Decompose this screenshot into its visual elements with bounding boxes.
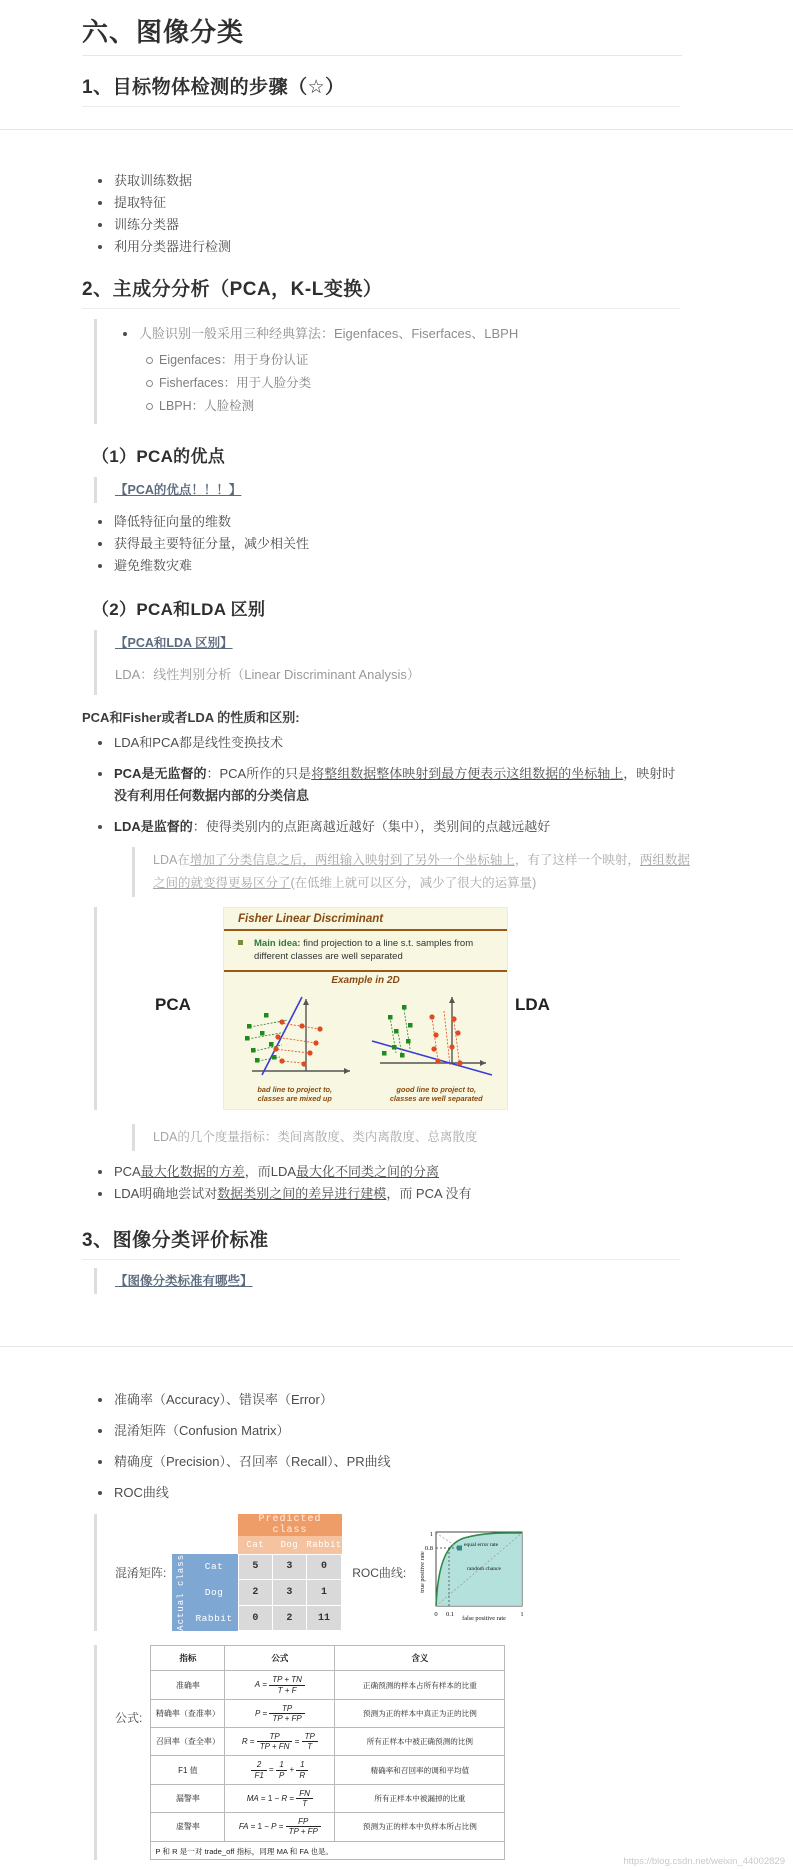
tail-u: 最大化数据的方差 — [140, 1164, 245, 1179]
roc-curve-chart — [412, 1524, 530, 1622]
corner-cell — [172, 1536, 190, 1554]
roc-curve-svg — [412, 1524, 530, 1622]
figure-title: Fisher Linear Discriminant — [224, 908, 507, 931]
page-title: 六、图像分类 — [82, 12, 682, 56]
list-item: Fisherfaces：用于人脸分类 — [159, 372, 694, 395]
caption-bad-line2: classes are mixed up — [257, 1094, 332, 1103]
pca-fisher-lda-lead: PCA和Fisher或者LDA 的性质和区别: — [82, 710, 300, 725]
list-item: 提取特征 — [112, 192, 793, 214]
column-header-rabbit: Rabbit — [306, 1536, 341, 1554]
confusion-matrix-table — [172, 1514, 342, 1631]
metrics-formula-table — [150, 1645, 505, 1841]
list-item — [112, 732, 793, 754]
scatter-plot-bad-icon — [224, 987, 366, 1079]
metric-meaning: 所有正样本中被漏掉的比重 — [335, 1784, 505, 1812]
cell-dog-rabbit: 1 — [306, 1580, 341, 1606]
caption-good-line2: classes are well separated — [389, 1094, 483, 1103]
figure-example-label: Example in 2D — [331, 975, 400, 986]
quote-part-l2b: (在低维上就可以区分，减少了很大的运算量) — [290, 876, 537, 890]
heading-pca-lda-diff: （2）PCA和LDA 区别 — [92, 600, 266, 619]
plot-bad-projection — [224, 987, 366, 1109]
column-header-dog: Dog — [272, 1536, 306, 1554]
tail-b: ，而 PCA 没有 — [386, 1186, 472, 1201]
list-item — [112, 763, 793, 807]
list-pca-lda-tail — [0, 1161, 793, 1205]
cell-cat-cat: 5 — [238, 1554, 272, 1580]
metric-meaning: 预测为正的样本中负样本所占比例 — [335, 1813, 505, 1841]
list-detection-steps — [0, 170, 793, 258]
metric-formula: P = $\frac{TP}{TP + FP}$ — [225, 1699, 335, 1727]
list-item: 获得最主要特征分量，减少相关性 — [112, 533, 793, 555]
table-row — [172, 1580, 341, 1606]
metric-formula: $\frac{2}{F1}$ = $\frac{1}{P}$ + $\frac{1}{R}$ — [225, 1756, 335, 1784]
list-face-algorithms — [115, 349, 694, 418]
actual-class-header: Actual class — [172, 1554, 190, 1631]
quote-part: LDA在 — [153, 853, 190, 867]
list-item — [112, 1183, 793, 1205]
tail-a: PCA — [114, 1164, 141, 1179]
caption-good-line1: good line to project to, — [396, 1085, 477, 1094]
metric-name: 准确率 — [151, 1671, 225, 1699]
cell-rabbit-rabbit: 11 — [306, 1605, 341, 1631]
list-item-text: ：PCA所作的只是 — [206, 766, 312, 781]
callout-classification-criteria — [94, 1268, 694, 1294]
scatter-plot-good-icon — [366, 987, 508, 1079]
caption-good — [366, 1084, 508, 1109]
caption-bad-line1: bad line to project to, — [257, 1085, 333, 1094]
corner-cell — [190, 1536, 238, 1554]
list-item: ROC曲线 — [112, 1482, 793, 1504]
metric-meaning: 精确率和召回率的调和平均值 — [335, 1756, 505, 1784]
heading-section-3: 3、图像分类评价标准 — [82, 1225, 680, 1260]
header-index: 指标 — [151, 1646, 225, 1671]
list-item: 获取训练数据 — [112, 170, 793, 192]
predicted-class-header: Predicted class — [238, 1514, 341, 1536]
metric-name: 召回率（查全率） — [151, 1728, 225, 1756]
fisher-linear-discriminant-figure — [223, 907, 508, 1110]
list-item — [112, 1161, 793, 1183]
list-item — [112, 816, 793, 838]
pca-algorithms-quote — [94, 319, 694, 424]
formula-table-note: P 和 R 是一对 trade_off 指标，同理 MA 和 FA 也是。 — [150, 1842, 505, 1860]
confusion-and-roc-row — [94, 1514, 714, 1631]
list-item-strong: PCA是无监督的 — [114, 766, 207, 781]
callout-pca-lda-diff — [94, 630, 694, 695]
roc-xtick-0: 0 — [434, 1610, 438, 1618]
table-row — [151, 1699, 505, 1727]
tail-b: ，而LDA — [244, 1164, 297, 1179]
metric-meaning: 正确预测的样本占所有样本的比重 — [335, 1671, 505, 1699]
main-idea-text: find projection to a line s.t. samples from different classes are well separated — [254, 938, 474, 962]
metric-formula: A = $\frac{TP + TN}{T + F}$ — [225, 1671, 335, 1699]
formula-label: 公式: — [115, 1711, 143, 1726]
figure-container — [94, 907, 694, 1110]
heading-section-1: 1、目标物体检测的步骤（☆） — [82, 72, 680, 107]
tail-u: 数据类别之间的差异进行建模 — [217, 1186, 387, 1201]
list-evaluation-criteria — [0, 1389, 793, 1504]
main-idea-label: Main idea: — [254, 938, 301, 949]
confusion-matrix-label: 混淆矩阵: — [115, 1566, 167, 1581]
roc-annotation-random: random chance — [467, 1565, 502, 1572]
table-row — [151, 1813, 505, 1841]
callout-text: 【图像分类标准有哪些】 — [115, 1274, 253, 1288]
roc-annotation-eer: equal error rate — [464, 1541, 499, 1548]
table-row — [172, 1605, 341, 1631]
metric-name: 精确率（查准率） — [151, 1699, 225, 1727]
list-item: 训练分类器 — [112, 214, 793, 236]
tail-a: LDA明确地尝试对 — [114, 1186, 218, 1201]
list-item: 利用分类器进行检测 — [112, 236, 793, 258]
metric-name: F1 值 — [151, 1756, 225, 1784]
metric-name: 漏警率 — [151, 1784, 225, 1812]
quote-part-u2: 映射到了另外一个坐标轴上 — [364, 853, 515, 867]
table-row — [172, 1536, 341, 1554]
lda-definition: LDA：线性判别分析（Linear Discriminant Analysis） — [115, 667, 420, 682]
list-item: Eigenfaces：用于身份认证 — [159, 349, 694, 372]
header-formula: 公式 — [225, 1646, 335, 1671]
row-header-rabbit: Rabbit — [190, 1605, 238, 1631]
callout-text: 【PCA和LDA 区别】 — [115, 636, 233, 650]
caption-bad — [224, 1084, 366, 1109]
metric-formula: MA = 1 − R = $\frac{FN}{T}$ — [225, 1784, 335, 1812]
list-item: 混淆矩阵（Confusion Matrix） — [112, 1420, 793, 1442]
list-item-label: LDA和PCA都是线性变换技术 — [114, 735, 284, 750]
quote-part-b: ，有了这样一个映射， — [514, 853, 640, 867]
list-pca-advantages — [0, 511, 793, 577]
metric-formula: R = $\frac{TP}{TP + FN}$ = $\frac{TP}{T}$ — [225, 1728, 335, 1756]
table-row — [172, 1514, 341, 1536]
table-row — [151, 1671, 505, 1699]
quote-lda-metrics — [132, 1124, 692, 1151]
bullet-square-icon — [238, 940, 243, 945]
cell-rabbit-cat: 0 — [238, 1605, 272, 1631]
heading-section-2: 2、主成分分析（PCA，K-L变换） — [82, 274, 680, 309]
list-item: 避免维数灾难 — [112, 555, 793, 577]
callout-pca-advantages — [94, 477, 694, 503]
list-item: 降低特征向量的维数 — [112, 511, 793, 533]
roc-xtick-1: 1 — [520, 1610, 524, 1618]
corner-cell — [172, 1514, 190, 1536]
list-item-underline: 将整组数据整体映射到最方便表示这组数据的坐标轴上 — [311, 766, 624, 781]
row-header-dog: Dog — [190, 1580, 238, 1606]
table-row — [151, 1784, 505, 1812]
metric-name: 虚警率 — [151, 1813, 225, 1841]
list-item: 精确度（Precision）、召回率（Recall）、PR曲线 — [112, 1451, 793, 1473]
roc-ylabel: true positive rate — [419, 1550, 427, 1593]
quote-part-l2u: 两组数据之间的就变得更易区分了 — [153, 853, 690, 890]
list-item: LBPH：人脸检测 — [159, 395, 694, 418]
list-item: 人脸识别一般采用三种经典算法：Eigenfaces、Fiserfaces、LBPH — [137, 323, 694, 345]
watermark: https://blog.csdn.net/weixin_44002829 — [623, 1855, 785, 1867]
list-pca-lda-properties — [0, 732, 793, 838]
metric-meaning: 所有正样本中被正确预测的比例 — [335, 1728, 505, 1756]
figure-label-lda: LDA — [515, 995, 550, 1014]
cell-cat-rabbit: 0 — [306, 1554, 341, 1580]
callout-text: 【PCA的优点！！！】 — [115, 483, 242, 497]
cell-dog-dog: 3 — [272, 1580, 306, 1606]
tail-u2: 最大化不同类之间的分离 — [296, 1164, 440, 1179]
cell-rabbit-dog: 2 — [272, 1605, 306, 1631]
list-item-text2: ，映射时 — [623, 766, 676, 781]
table-row — [172, 1554, 341, 1580]
column-header-cat: Cat — [238, 1536, 272, 1554]
list-item-line2: 没有利用任何数据内部的分类信息 — [114, 788, 310, 803]
quote-part-u: 增加了分类信息之后，两组输入 — [189, 853, 365, 867]
header-meaning: 含义 — [335, 1646, 505, 1671]
heading-pca-advantages: （1）PCA的优点 — [92, 447, 226, 466]
roc-ytick-1: 1 — [430, 1530, 434, 1538]
list-item: 准确率（Accuracy）、错误率（Error） — [112, 1389, 793, 1411]
figure-label-pca: PCA — [155, 995, 191, 1014]
document-page — [0, 12, 793, 1870]
quote-lda-mapping — [132, 847, 692, 897]
cell-cat-dog: 3 — [272, 1554, 306, 1580]
roc-curve-label: ROC曲线: — [352, 1566, 407, 1581]
figure-plots — [224, 987, 507, 1109]
quote-text: LDA的几个度量指标：类间离散度、类内离散度、总离散度 — [153, 1130, 478, 1144]
corner-cell — [190, 1514, 238, 1536]
roc-xlabel: false positive rate — [462, 1614, 507, 1622]
list-item-text: ：使得类别内的点距离越近越好（集中），类别间的点越远越好 — [192, 819, 551, 834]
metric-formula: FA = 1 − P = $\frac{FP}{TP + FP}$ — [225, 1813, 335, 1841]
row-header-cat: Cat — [190, 1554, 238, 1580]
table-row — [151, 1728, 505, 1756]
roc-xtick-01: 0.1 — [446, 1610, 455, 1618]
list-item-strong: LDA是监督的 — [114, 819, 193, 834]
table-row — [151, 1756, 505, 1784]
plot-good-projection — [366, 987, 508, 1109]
metric-meaning: 预测为正的样本中真正为正的比例 — [335, 1699, 505, 1727]
table-header-row — [151, 1646, 505, 1671]
cell-dog-cat: 2 — [238, 1580, 272, 1606]
figure-main-idea — [224, 931, 507, 972]
roc-ytick-08: 0.8 — [425, 1544, 434, 1552]
formula-section — [94, 1645, 714, 1859]
